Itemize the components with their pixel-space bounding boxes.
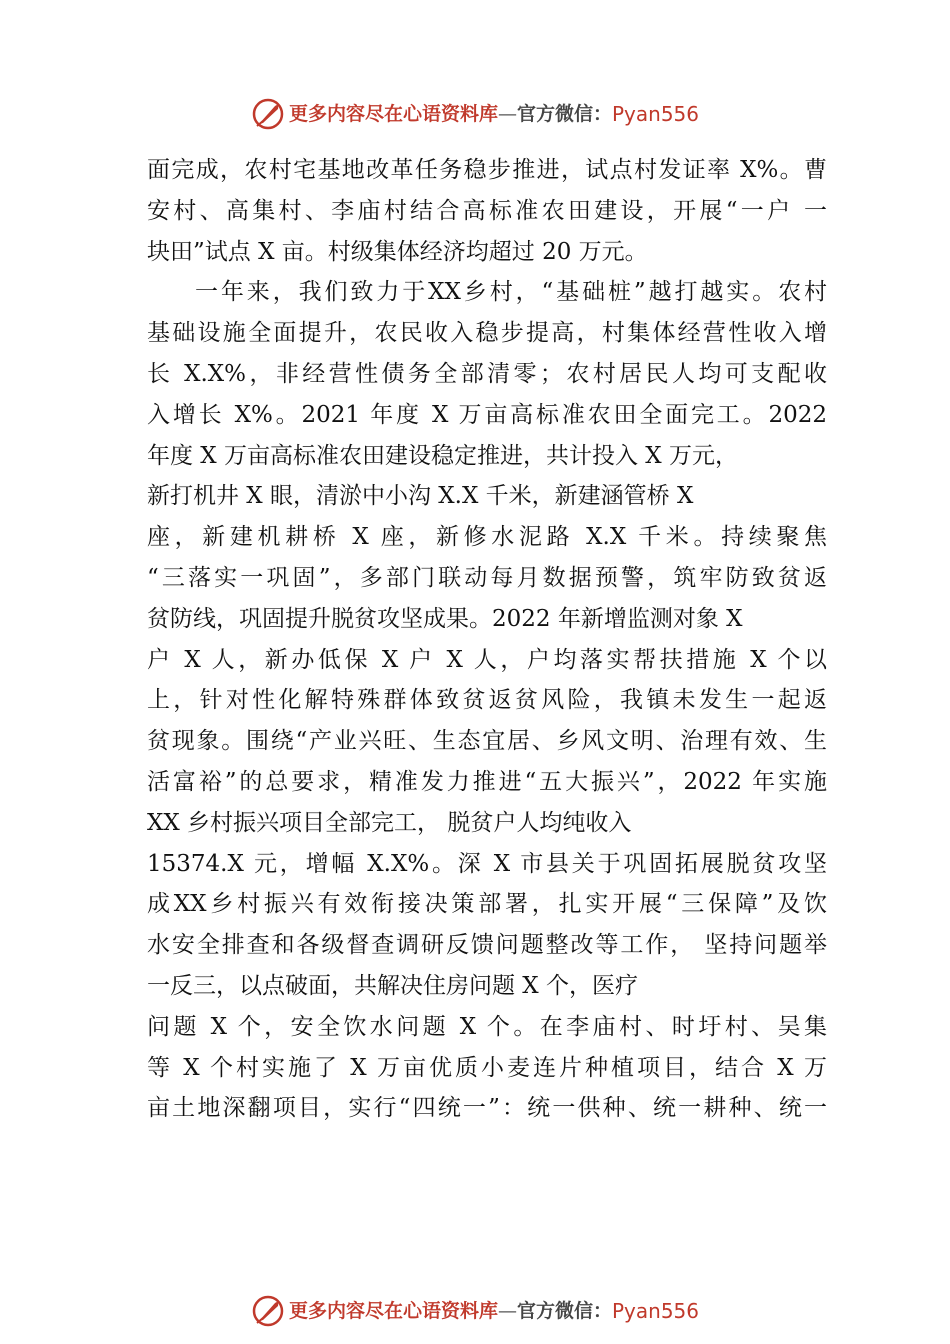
text-line: 上，针对性化解特殊群体致贫返贫风险，我镇未发生一起返	[147, 687, 827, 714]
banner-dash: —	[497, 103, 517, 125]
quill-logo-icon	[251, 97, 285, 131]
text-line: 年度 X 万亩高标准农田建设稳定推进，共计投入 X 万元，	[147, 442, 738, 469]
banner-text-wechat: 官方微信：	[516, 103, 612, 125]
text-line: 块田”试点 X 亩。村级集体经济均超过 20 万元。	[147, 238, 648, 265]
text-line: 长 X.X%，非经营性债务全部清零；农村居民人均可支配收	[147, 360, 827, 387]
text-line: 等 X 个村实施了 X 万亩优质小麦连片种植项目，结合 X 万	[147, 1054, 827, 1081]
text-line: 活富裕”的总要求，精准发力推进“五大振兴”，2022 年实施	[147, 768, 827, 795]
footer-banner	[0, 1294, 950, 1328]
banner-text-main: 更多内容尽在心语资料库	[288, 1300, 498, 1322]
banner-wechat-id: Pyan556	[612, 1299, 700, 1323]
text-line: 户 X 人，新办低保 X 户 X 人，户均落实帮扶措施 X 个以	[147, 646, 828, 673]
text-line: 问题 X 个，安全饮水问题 X 个。在李庙村、时圩村、吴集	[147, 1013, 827, 1040]
text-line: 安村、高集村、李庙村结合高标准农田建设，开展“一户 一	[147, 197, 827, 224]
text-line: 基础设施全面提升，农民收入稳步提高，村集体经营性收入增	[147, 320, 827, 347]
text-line: 一年来，我们致力于XX乡村，“基础桩”越打越实。农村	[195, 279, 827, 306]
text-line: 贫现象。围绕“产业兴旺、生态宜居、乡风文明、治理有效、生	[147, 728, 827, 755]
text-line: 新打机井 X 眼，清淤中小沟 X.X 千米，新建涵管桥 X	[147, 483, 694, 510]
text-line: 成XX乡村振兴有效衔接决策部署，扎实开展“三保障”及饮	[147, 891, 827, 918]
quill-logo-icon	[251, 1294, 285, 1328]
banner-text-wechat: 官方微信：	[516, 1300, 612, 1322]
text-line: 面完成，农村宅基地改革任务稳步推进，试点村发证率 X%。曹	[147, 157, 827, 183]
text-line: 贫防线，巩固提升脱贫攻坚成果。2022 年新增监测对象 X	[147, 605, 743, 632]
header-banner	[0, 97, 950, 131]
text-line: 入增长 X%。2021 年度 X 万亩高标准农田全面完工。2022	[147, 401, 827, 428]
banner-text-main: 更多内容尽在心语资料库	[288, 103, 498, 125]
text-line: 15374.X 元，增幅 X.X%。深 X 市县关于巩固拓展脱贫攻坚	[147, 850, 827, 877]
banner-wechat-id: Pyan556	[612, 102, 700, 126]
document-body	[147, 150, 827, 1129]
text-line: XX 乡村振兴项目全部完工， 脱贫户人均纯收入	[147, 809, 632, 836]
text-line: 亩土地深翻项目，实行“四统一”：统一供种、统一耕种、统一	[147, 1095, 827, 1122]
text-line: 水安全排查和各级督查调研反馈问题整改等工作， 坚持问题举	[147, 932, 827, 959]
banner-dash: —	[497, 1300, 517, 1322]
text-line: 座，新建机耕桥 X 座，新修水泥路 X.X 千米。持续聚焦	[147, 524, 827, 551]
text-line: 一反三，以点破面，共解决住房问题 X 个，医疗	[147, 972, 638, 999]
text-line: “三落实一巩固”，多部门联动每月数据预警，筑牢防致贫返	[147, 564, 827, 591]
